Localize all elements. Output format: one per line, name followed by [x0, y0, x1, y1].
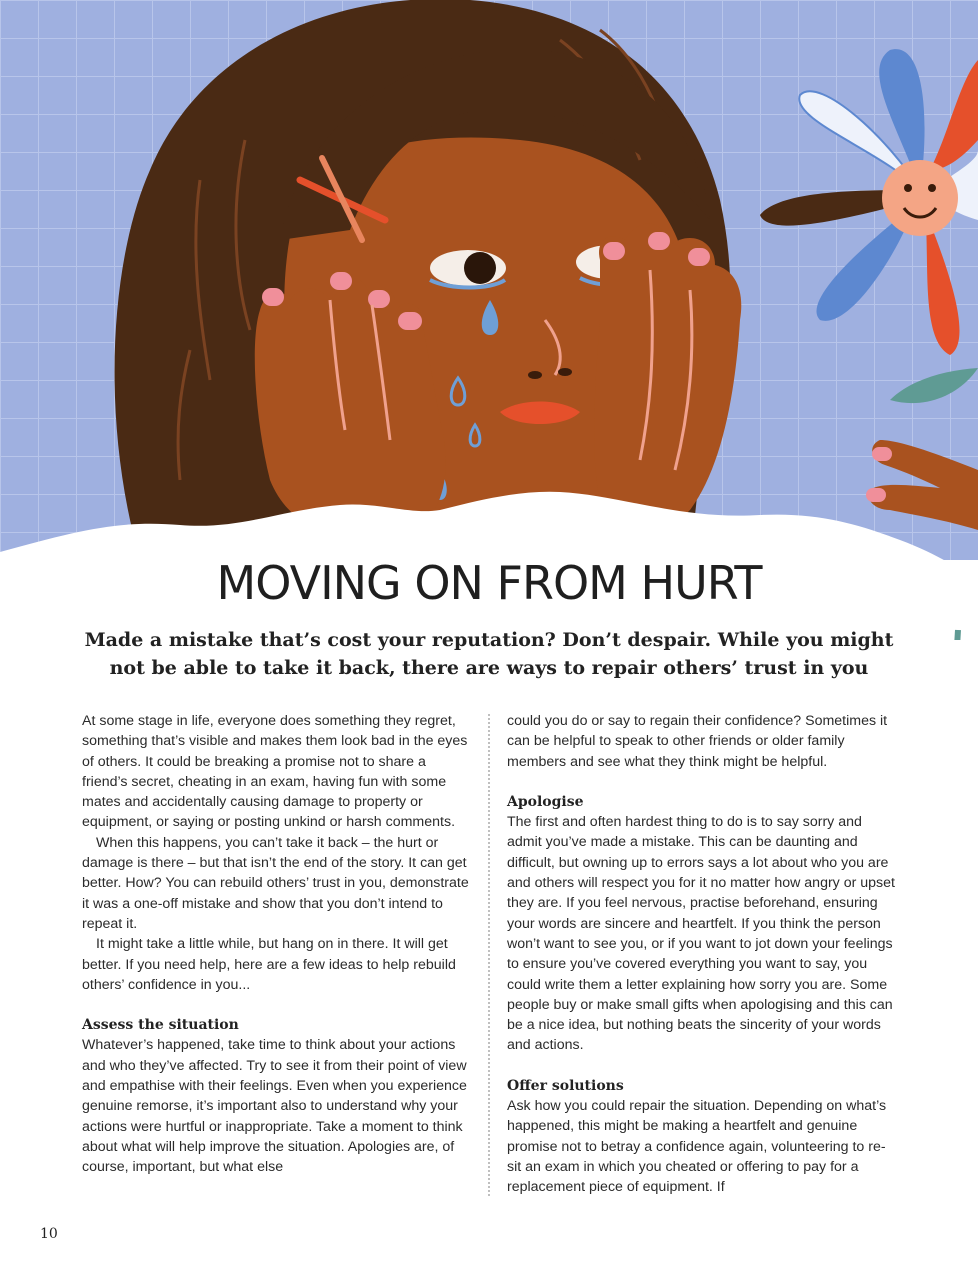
section-heading-assess: Assess the situation [82, 1017, 239, 1034]
paragraph: At some stage in life, everyone does something they regret, something that’s visible and makes them look bad in the eyes of others. It could be breaking a promise not to share a friend’s secret, cheating in an exam, having fun with some mates and accidentally causing damage to property or equipment, or saying or posting unkind or harsh comments. [82, 713, 468, 831]
paragraph: The first and often hardest thing to do is to say sorry and admit you’ve made a mistake. This can be daunting and difficult, but owning up to errors says a lot about who you are and others will respect you for it no matter how angry or upset they are. If you feel nervous, practise beforehand, ensuring your words are sincere and heartfelt. If you think the person won’t want to see you, or if you want to jot down your feelings to ensure you’ve covered everything you want to say, you could write them a letter explaining how sorry you are. Some people buy or make small gifts when apologising and this can be a nice idea, but nothing beats the sincerity of your words and actions. [507, 814, 895, 1054]
paragraph: It might take a little while, but hang on in there. It will get better. If you need help, here are a few ideas to help rebuild others’ confidence in you... [82, 936, 456, 993]
subtitle-line-2: not be able to take it back, there are ways to repair others’ trust in you [109, 657, 869, 679]
paragraph: could you do or say to regain their confidence? Sometimes it can be helpful to speak to other friends or older family members and see what they think might be helpful. [507, 713, 888, 770]
paragraph: Whatever’s happened, take time to think about your actions and who they’ve affected. Try to see it from their point of view and empathise with their feelings. Even when you experience genuine remorse, it’s important also to understand why your actions were hurtful or inappropriate. Take a moment to think about what will help improve the situation. Apologies are, of course, important, but what else [82, 1037, 467, 1176]
subtitle-line-1: Made a mistake that’s cost your reputation? Don’t despair. While you might [84, 629, 894, 651]
left-column [82, 711, 474, 1178]
article-title: MOVING ON FROM HURT [216, 556, 762, 610]
section-heading-apologise: Apologise [507, 793, 584, 810]
left-hand [255, 272, 446, 538]
section-heading-offer-solutions: Offer solutions [507, 1077, 624, 1094]
article-subtitle [80, 626, 898, 682]
column-divider [488, 714, 490, 1196]
paragraph: Ask how you could repair the situation. Depending on what’s happened, this might be making a heartfelt and genuine promise not to betray a confidence again, volunteering to re-sit an exam in which you cheated or offering to pay for a replacement piece of equipment. If [507, 1098, 887, 1196]
page-number: 10 [40, 1226, 58, 1242]
right-column [507, 711, 899, 1198]
paragraph: When this happens, you can’t take it back – the hurt or damage is there – but that isn’t the end of the story. It can get better. How? You can rebuild others’ trust in you, demonstrate it was a one-off mistake and show that you don’t intend to repeat it. [82, 834, 469, 932]
